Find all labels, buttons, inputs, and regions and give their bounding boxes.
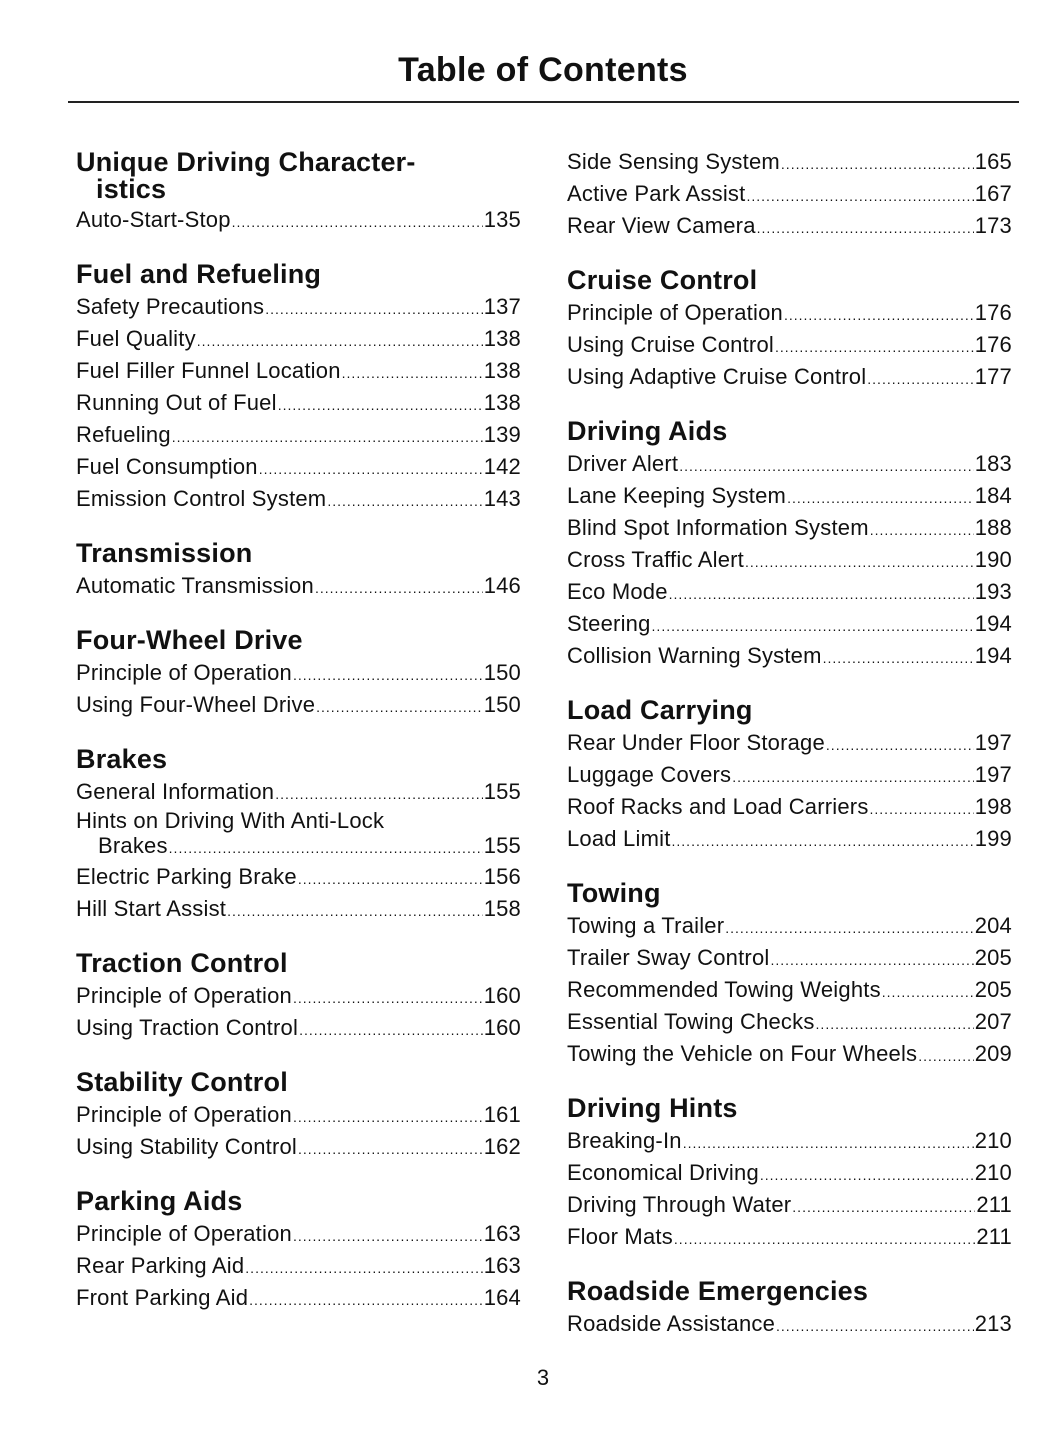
entry-page: 176 [974,300,1012,325]
dot-leader [298,1134,483,1164]
heading-text: Transmission [76,538,253,568]
entry-title: Lane Keeping System [567,483,787,508]
entry-title: Principle of Operation [76,1221,292,1246]
entry-title: Fuel Quality [76,326,196,351]
toc-entry[interactable] [76,862,521,894]
entry-title: Principle of Operation [567,300,783,325]
dot-leader [784,300,974,330]
toc-entry[interactable] [76,1132,521,1164]
entry-title: General Information [76,779,275,804]
section-heading [567,416,1012,446]
entry-title: Driver Alert [567,451,679,476]
dot-leader [882,977,974,1007]
entry-page: 139 [483,422,521,447]
entry-title: Essential Towing Checks [567,1009,815,1034]
toc-section [76,538,521,603]
toc-section [567,1276,1012,1341]
dot-leader [293,983,483,1013]
toc-entry[interactable] [567,824,1012,856]
dot-leader [652,611,974,641]
dot-leader [259,454,483,484]
entry-title: Using Traction Control [76,1015,299,1040]
entry-title: Economical Driving [567,1160,759,1185]
heading-text: Traction Control [76,948,288,978]
heading-text: Stability Control [76,1067,288,1097]
entry-page: 211 [976,1224,1012,1249]
entry-page: 205 [974,977,1012,1002]
entry-title: Using Cruise Control [567,332,774,357]
entry-title: Roof Racks and Load Carriers [567,794,869,819]
dot-leader [918,1041,973,1071]
dot-leader [787,483,974,513]
toc-entry[interactable] [567,481,1012,513]
entry-title: Fuel Consumption [76,454,258,479]
entry-title: Electric Parking Brake [76,864,297,889]
entry-page: 137 [483,294,521,319]
entry-title-cont: Brakes [98,833,168,858]
dot-leader [732,762,973,792]
toc-section [76,948,521,1045]
toc-section [567,878,1012,1071]
entry-page: 167 [974,181,1012,206]
dot-leader [757,213,974,243]
entry-page: 142 [483,454,521,479]
entry-page: 146 [483,573,521,598]
heading-text: Four-Wheel Drive [76,625,303,655]
section-heading [76,259,521,289]
entry-page: 160 [483,983,521,1008]
entry-title: Driving Through Water [567,1192,792,1217]
section-heading [76,147,521,202]
heading-text: Fuel and Refueling [76,259,322,289]
entry-title: Eco Mode [567,579,668,604]
entry-title: Collision Warning System [567,643,822,668]
toc-entry[interactable] [76,571,521,603]
dot-leader [867,364,973,394]
entry-page: 199 [974,826,1012,851]
toc-entry[interactable] [76,205,521,237]
entry-title: Rear Parking Aid [76,1253,245,1278]
entry-title: Side Sensing System [567,149,780,174]
toc-entry[interactable] [76,356,521,388]
dot-leader [265,294,482,324]
toc-entry[interactable] [76,1219,521,1251]
entry-title: Hints on Driving With Anti-Lock [76,808,385,833]
toc-entry[interactable] [567,760,1012,792]
entry-title: Recommended Towing Weights [567,977,881,1002]
entry-page: 143 [483,486,521,511]
entry-page: 160 [483,1015,521,1040]
dot-leader [816,1009,974,1039]
toc-entry[interactable] [76,1013,521,1045]
dot-leader [746,181,973,211]
toc-entry[interactable] [567,1039,1012,1071]
heading-text: Load Carrying [567,695,753,725]
section-heading [76,948,521,978]
entry-page: 205 [974,945,1012,970]
dot-leader [669,579,974,609]
entry-title: Hill Start Assist [76,896,227,921]
section-heading [76,625,521,655]
entry-title: Front Parking Aid [76,1285,249,1310]
entry-page: 210 [974,1160,1012,1185]
heading-text: Driving Aids [567,416,728,446]
heading-text: Cruise Control [567,265,758,295]
toc-entry-multiline[interactable] [76,809,521,862]
toc-section [567,1093,1012,1254]
toc-entry[interactable] [567,147,1012,179]
entry-title: Steering [567,611,651,636]
heading-text: Brakes [76,744,168,774]
toc-entry[interactable] [76,324,521,356]
section-heading [567,878,1012,908]
heading-text-cont: istics [96,174,167,204]
toc-section [76,1186,521,1315]
toc-entry[interactable] [76,658,521,690]
toc-entry[interactable] [567,179,1012,211]
toc-section [76,259,521,516]
dot-leader [316,692,483,722]
heading-text: Roadside Emergencies [567,1276,869,1306]
toc-section [567,695,1012,856]
entry-page: 209 [974,1041,1012,1066]
dot-leader [823,643,974,673]
entry-page: 156 [483,864,521,889]
page-title: Table of Contents [398,51,688,89]
entry-page: 207 [974,1009,1012,1034]
toc-entry[interactable] [567,609,1012,641]
entry-title: Emission Control System [76,486,327,511]
entry-page: 138 [483,390,521,415]
toc-section [567,416,1012,673]
toc-entry[interactable] [76,690,521,722]
entry-page: 155 [483,833,521,858]
entry-page: 138 [483,358,521,383]
section-heading [567,1093,1012,1123]
section-heading [76,1067,521,1097]
toc-section [76,1067,521,1164]
toc-section [76,147,521,237]
entry-title: Load Limit [567,826,671,851]
toc-entry[interactable] [76,1100,521,1132]
dot-leader [249,1285,483,1315]
entry-title: Safety Precautions [76,294,265,319]
entry-page: 165 [974,149,1012,174]
entry-page: 210 [974,1128,1012,1153]
dot-leader [870,794,974,824]
dot-leader [278,390,483,420]
dot-leader [674,1224,975,1254]
entry-title: Towing a Trailer [567,913,725,938]
heading-text: Towing [567,878,661,908]
entry-page: 163 [483,1221,521,1246]
dot-leader [275,779,482,809]
section-heading [567,265,1012,295]
entry-page: 194 [974,643,1012,668]
section-heading [76,1186,521,1216]
entry-page: 177 [974,364,1012,389]
entry-page: 138 [483,326,521,351]
dot-leader [227,896,483,926]
toc-entry[interactable] [76,981,521,1013]
dot-leader [826,730,974,760]
entry-page: 211 [976,1192,1012,1217]
entry-page: 173 [974,213,1012,238]
entry-page: 135 [483,207,521,232]
toc-entry[interactable] [76,1283,521,1315]
entry-page: 184 [974,483,1012,508]
toc-entry[interactable] [567,513,1012,545]
page-number: 3 [536,1365,550,1390]
dot-leader [169,835,483,862]
toc-entry[interactable] [76,388,521,420]
dot-leader [760,1160,974,1190]
dot-leader [232,207,483,237]
toc-entry[interactable] [567,211,1012,243]
toc-entry[interactable] [567,577,1012,609]
entry-page: 150 [483,692,521,717]
dot-leader [870,515,974,545]
toc-entry[interactable] [76,1251,521,1283]
entry-title: Fuel Filler Funnel Location [76,358,341,383]
entry-title: Towing the Vehicle on Four Wheels [567,1041,918,1066]
entry-page: 158 [483,896,521,921]
toc-entry[interactable] [567,1126,1012,1158]
entry-title: Using Adaptive Cruise Control [567,364,867,389]
entry-title: Blind Spot Information System [567,515,869,540]
toc-entry[interactable] [567,728,1012,760]
dot-leader [293,1221,483,1251]
toc-entry[interactable] [567,975,1012,1007]
entry-page: 150 [483,660,521,685]
dot-leader [245,1253,482,1283]
entry-title: Auto-Start-Stop [76,207,231,232]
toc-entry[interactable] [567,1222,1012,1254]
entry-page: 190 [974,547,1012,572]
entry-title: Cross Traffic Alert [567,547,744,572]
toc-entry[interactable] [76,452,521,484]
toc-entry[interactable] [76,420,521,452]
entry-title: Running Out of Fuel [76,390,277,415]
toc-entry[interactable] [567,330,1012,362]
title-divider [68,101,1019,103]
entry-page: 198 [974,794,1012,819]
dot-leader [683,1128,974,1158]
dot-leader [775,332,974,362]
toc-entry[interactable] [76,292,521,324]
toc-entry[interactable] [567,545,1012,577]
entry-title: Using Four-Wheel Drive [76,692,316,717]
entry-page: 197 [974,730,1012,755]
section-heading [76,538,521,568]
toc-entry[interactable] [567,792,1012,824]
section-heading [76,744,521,774]
entry-title: Trailer Sway Control [567,945,770,970]
dot-leader [672,826,974,856]
entry-title: Rear Under Floor Storage [567,730,825,755]
entry-title: Refueling [76,422,171,447]
entry-title: Principle of Operation [76,983,292,1008]
dot-leader [679,451,973,481]
toc-entry[interactable] [76,832,521,862]
entry-page: 197 [974,762,1012,787]
toc-entry[interactable] [567,641,1012,673]
dot-leader [197,326,483,356]
dot-leader [293,1102,483,1132]
dot-leader [725,913,973,943]
entry-page: 176 [974,332,1012,357]
entry-title: Floor Mats [567,1224,673,1249]
heading-text: Parking Aids [76,1186,243,1216]
entry-title: Using Stability Control [76,1134,298,1159]
toc-entry[interactable] [567,1007,1012,1039]
entry-title: Rear View Camera [567,213,756,238]
entry-title: Breaking-In [567,1128,682,1153]
entry-page: 193 [974,579,1012,604]
dot-leader [745,547,974,577]
toc-entry[interactable] [76,777,521,809]
toc-entry[interactable] [76,484,521,516]
dot-leader [776,1311,974,1341]
entry-page: 183 [974,451,1012,476]
entry-page: 155 [483,779,521,804]
toc-section [76,625,521,722]
section-heading [567,695,1012,725]
toc-entry[interactable] [567,1190,1012,1222]
dot-leader [327,486,482,516]
toc-entry[interactable] [567,298,1012,330]
entry-title: Principle of Operation [76,1102,292,1127]
dot-leader [342,358,483,388]
toc-entry[interactable] [567,362,1012,394]
toc-section [567,147,1012,243]
entry-page: 162 [483,1134,521,1159]
entry-page: 204 [974,913,1012,938]
toc-column-right [567,147,1012,1341]
dot-leader [770,945,973,975]
entry-page: 213 [974,1311,1012,1336]
toc-entry[interactable] [567,1158,1012,1190]
entry-title: Roadside Assistance [567,1311,776,1336]
toc-entry[interactable] [567,449,1012,481]
heading-text: Unique Driving Character- [76,147,416,177]
toc-entry[interactable] [567,943,1012,975]
dot-leader [781,149,974,179]
heading-text: Driving Hints [567,1093,738,1123]
entry-page: 188 [974,515,1012,540]
dot-leader [315,573,483,603]
dot-leader [298,864,483,894]
dot-leader [792,1192,975,1222]
entry-page: 161 [483,1102,521,1127]
entry-page: 163 [483,1253,521,1278]
dot-leader [172,422,483,452]
entry-title: Active Park Assist [567,181,746,206]
entry-page: 194 [974,611,1012,636]
toc-entry[interactable] [567,1309,1012,1341]
entry-title: Principle of Operation [76,660,292,685]
section-heading [567,1276,1012,1306]
entry-page: 164 [483,1285,521,1310]
dot-leader [293,660,483,690]
entry-title: Luggage Covers [567,762,732,787]
toc-entry[interactable] [76,894,521,926]
entry-title: Automatic Transmission [76,573,314,598]
toc-section [567,265,1012,394]
dot-leader [299,1015,483,1045]
toc-column-left [76,147,521,1315]
toc-section [76,744,521,926]
toc-entry[interactable] [567,911,1012,943]
